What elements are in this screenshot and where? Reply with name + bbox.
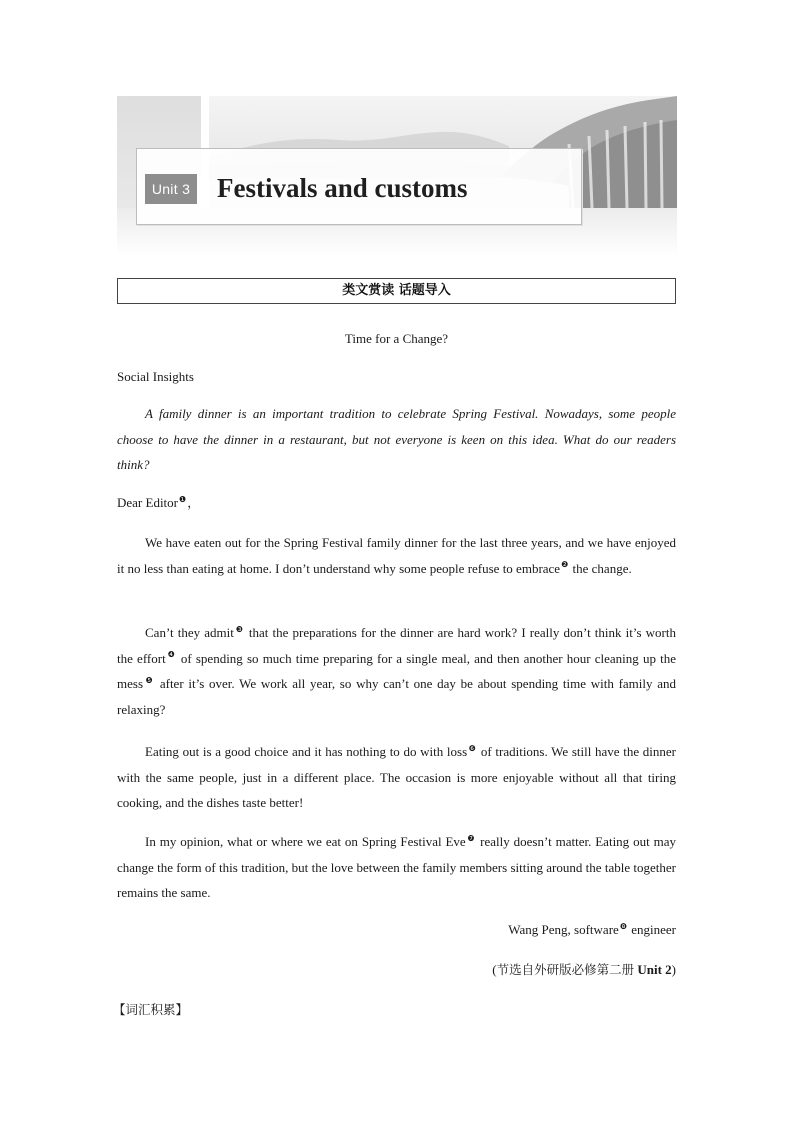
paragraph-text: that the preparations for the dinner are hard work? I really don’t think it’s worth the effort — [117, 625, 676, 666]
footnote-marker: ❶ — [179, 494, 187, 504]
paragraph-text: Eating out is a good choice and it has nothing to do with loss — [145, 744, 468, 759]
footnote-marker: ❸ — [234, 624, 244, 634]
body-paragraph-1 — [117, 530, 676, 581]
paragraph-text: In my opinion, what or where we eat on Spring Festival Eve — [145, 834, 466, 849]
intro-paragraph: A family dinner is an important tradition to celebrate Spring Festival. Nowadays, some people choose to have the dinner in a restaurant, but not everyone is keen on this idea. What do our readers think? — [117, 406, 676, 472]
paragraph-text: of traditions. We still have the dinner with the same people, just in a different place. The occasion is more enjoyable without all that tiring cooking, and the dishes taste better! — [117, 744, 677, 810]
unit-badge: Unit 3 — [145, 174, 197, 204]
body-paragraph-4 — [117, 829, 676, 906]
source-unit: Unit 2 — [634, 962, 672, 977]
salutation-comma: ， — [187, 495, 200, 510]
signature-text: Wang Peng, software — [508, 922, 619, 937]
footnote-marker: ❺ — [144, 675, 155, 685]
body-paragraph-3 — [117, 739, 676, 816]
article-heading: Time for a Change? — [344, 331, 449, 346]
source-note — [117, 961, 676, 979]
unit-banner — [117, 96, 677, 256]
column-name: Social Insights — [117, 369, 194, 384]
source-paren: ( — [492, 962, 497, 977]
salutation-text: Dear Editor — [117, 495, 179, 510]
paragraph-text: of spending so much time preparing for a single meal, and then another hour cleaning up the mess — [117, 650, 677, 691]
unit-title: Festivals and customs — [217, 173, 468, 203]
signature — [117, 921, 676, 939]
section-label: 类文赏读 话题导入 — [117, 278, 676, 304]
source-paren: ) — [671, 962, 676, 977]
signature-text: engineer — [627, 922, 676, 937]
paragraph-text: really doesn’t matter. Eating out may change the form of this tradition, but the love between the family members sitting around the table together remains the same. — [117, 834, 677, 900]
footnote-marker: ❻ — [468, 743, 477, 753]
paragraph-text: after it’s over. We work all year, so why can’t one day be about spending time with family and relaxing? — [117, 676, 676, 717]
paragraph-text: We have eaten out for the Spring Festival family dinner for the last three years, and we have enjoyed it no less than eating at home. I don’t understand why some people refuse to embrace — [117, 535, 676, 576]
salutation — [117, 494, 676, 512]
paragraph-text: the change. — [569, 560, 632, 576]
body-paragraph-2 — [117, 620, 676, 722]
footnote-marker: ❼ — [466, 833, 476, 843]
unit-title-box — [136, 148, 582, 225]
source-text: 节选自外研版必修第二册 — [496, 962, 635, 977]
footnote-marker: ❹ — [166, 650, 176, 660]
footnote-marker: ❽ — [619, 921, 627, 931]
footnote-marker: ❷ — [561, 560, 569, 570]
paragraph-text: Can’t they admit — [145, 625, 234, 640]
vocab-heading: 【词汇积累】 — [113, 1002, 189, 1017]
